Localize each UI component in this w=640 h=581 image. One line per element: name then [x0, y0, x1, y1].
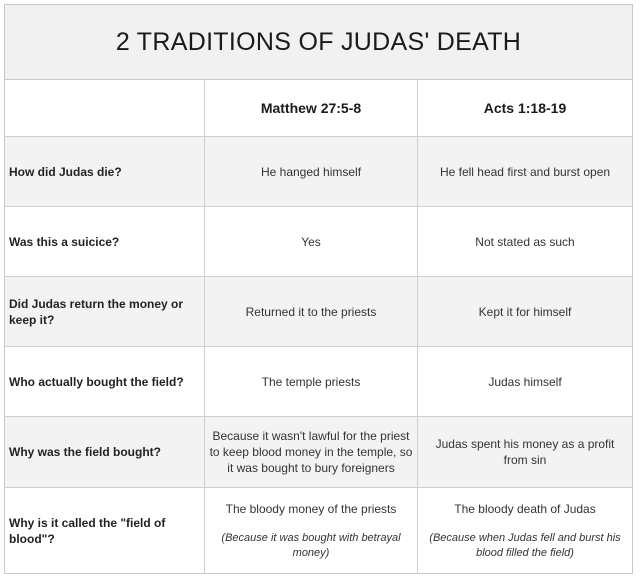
question-cell: Why was the field bought?: [5, 417, 205, 488]
acts-note: (Because when Judas fell and burst his blood filled the field): [429, 532, 621, 559]
question-cell: Who actually bought the field?: [5, 347, 205, 417]
matthew-answer: The bloody money of the priests: [225, 502, 397, 516]
matthew-cell: Because it wasn't lawful for the priest to keep blood money in the temple, so it was bought to bury foreigners: [205, 417, 418, 488]
acts-answer: The bloody death of Judas: [454, 502, 596, 516]
matthew-cell: Yes: [205, 207, 418, 277]
header-corner-cell: [5, 80, 205, 137]
matthew-cell: [205, 488, 418, 574]
question-cell: Why is it called the "field of blood"?: [5, 488, 205, 574]
matthew-cell: He hanged himself: [205, 137, 418, 207]
table-grid: [5, 80, 632, 574]
acts-cell: Not stated as such: [418, 207, 632, 277]
question-cell: Was this a suicice?: [5, 207, 205, 277]
comparison-table: [4, 4, 633, 574]
acts-cell: Kept it for himself: [418, 277, 632, 347]
header-acts: Acts 1:18-19: [418, 80, 632, 137]
header-matthew: Matthew 27:5-8: [205, 80, 418, 137]
acts-cell: Judas spent his money as a profit from sin: [418, 417, 632, 488]
acts-cell: [418, 488, 632, 574]
matthew-cell: Returned it to the priests: [205, 277, 418, 347]
acts-cell: Judas himself: [418, 347, 632, 417]
matthew-note: (Because it was bought with betrayal money): [221, 532, 401, 559]
acts-cell: He fell head first and burst open: [418, 137, 632, 207]
question-cell: How did Judas die?: [5, 137, 205, 207]
question-cell: Did Judas return the money or keep it?: [5, 277, 205, 347]
matthew-cell: The temple priests: [205, 347, 418, 417]
page-title: 2 TRADITIONS OF JUDAS' DEATH: [5, 5, 632, 80]
